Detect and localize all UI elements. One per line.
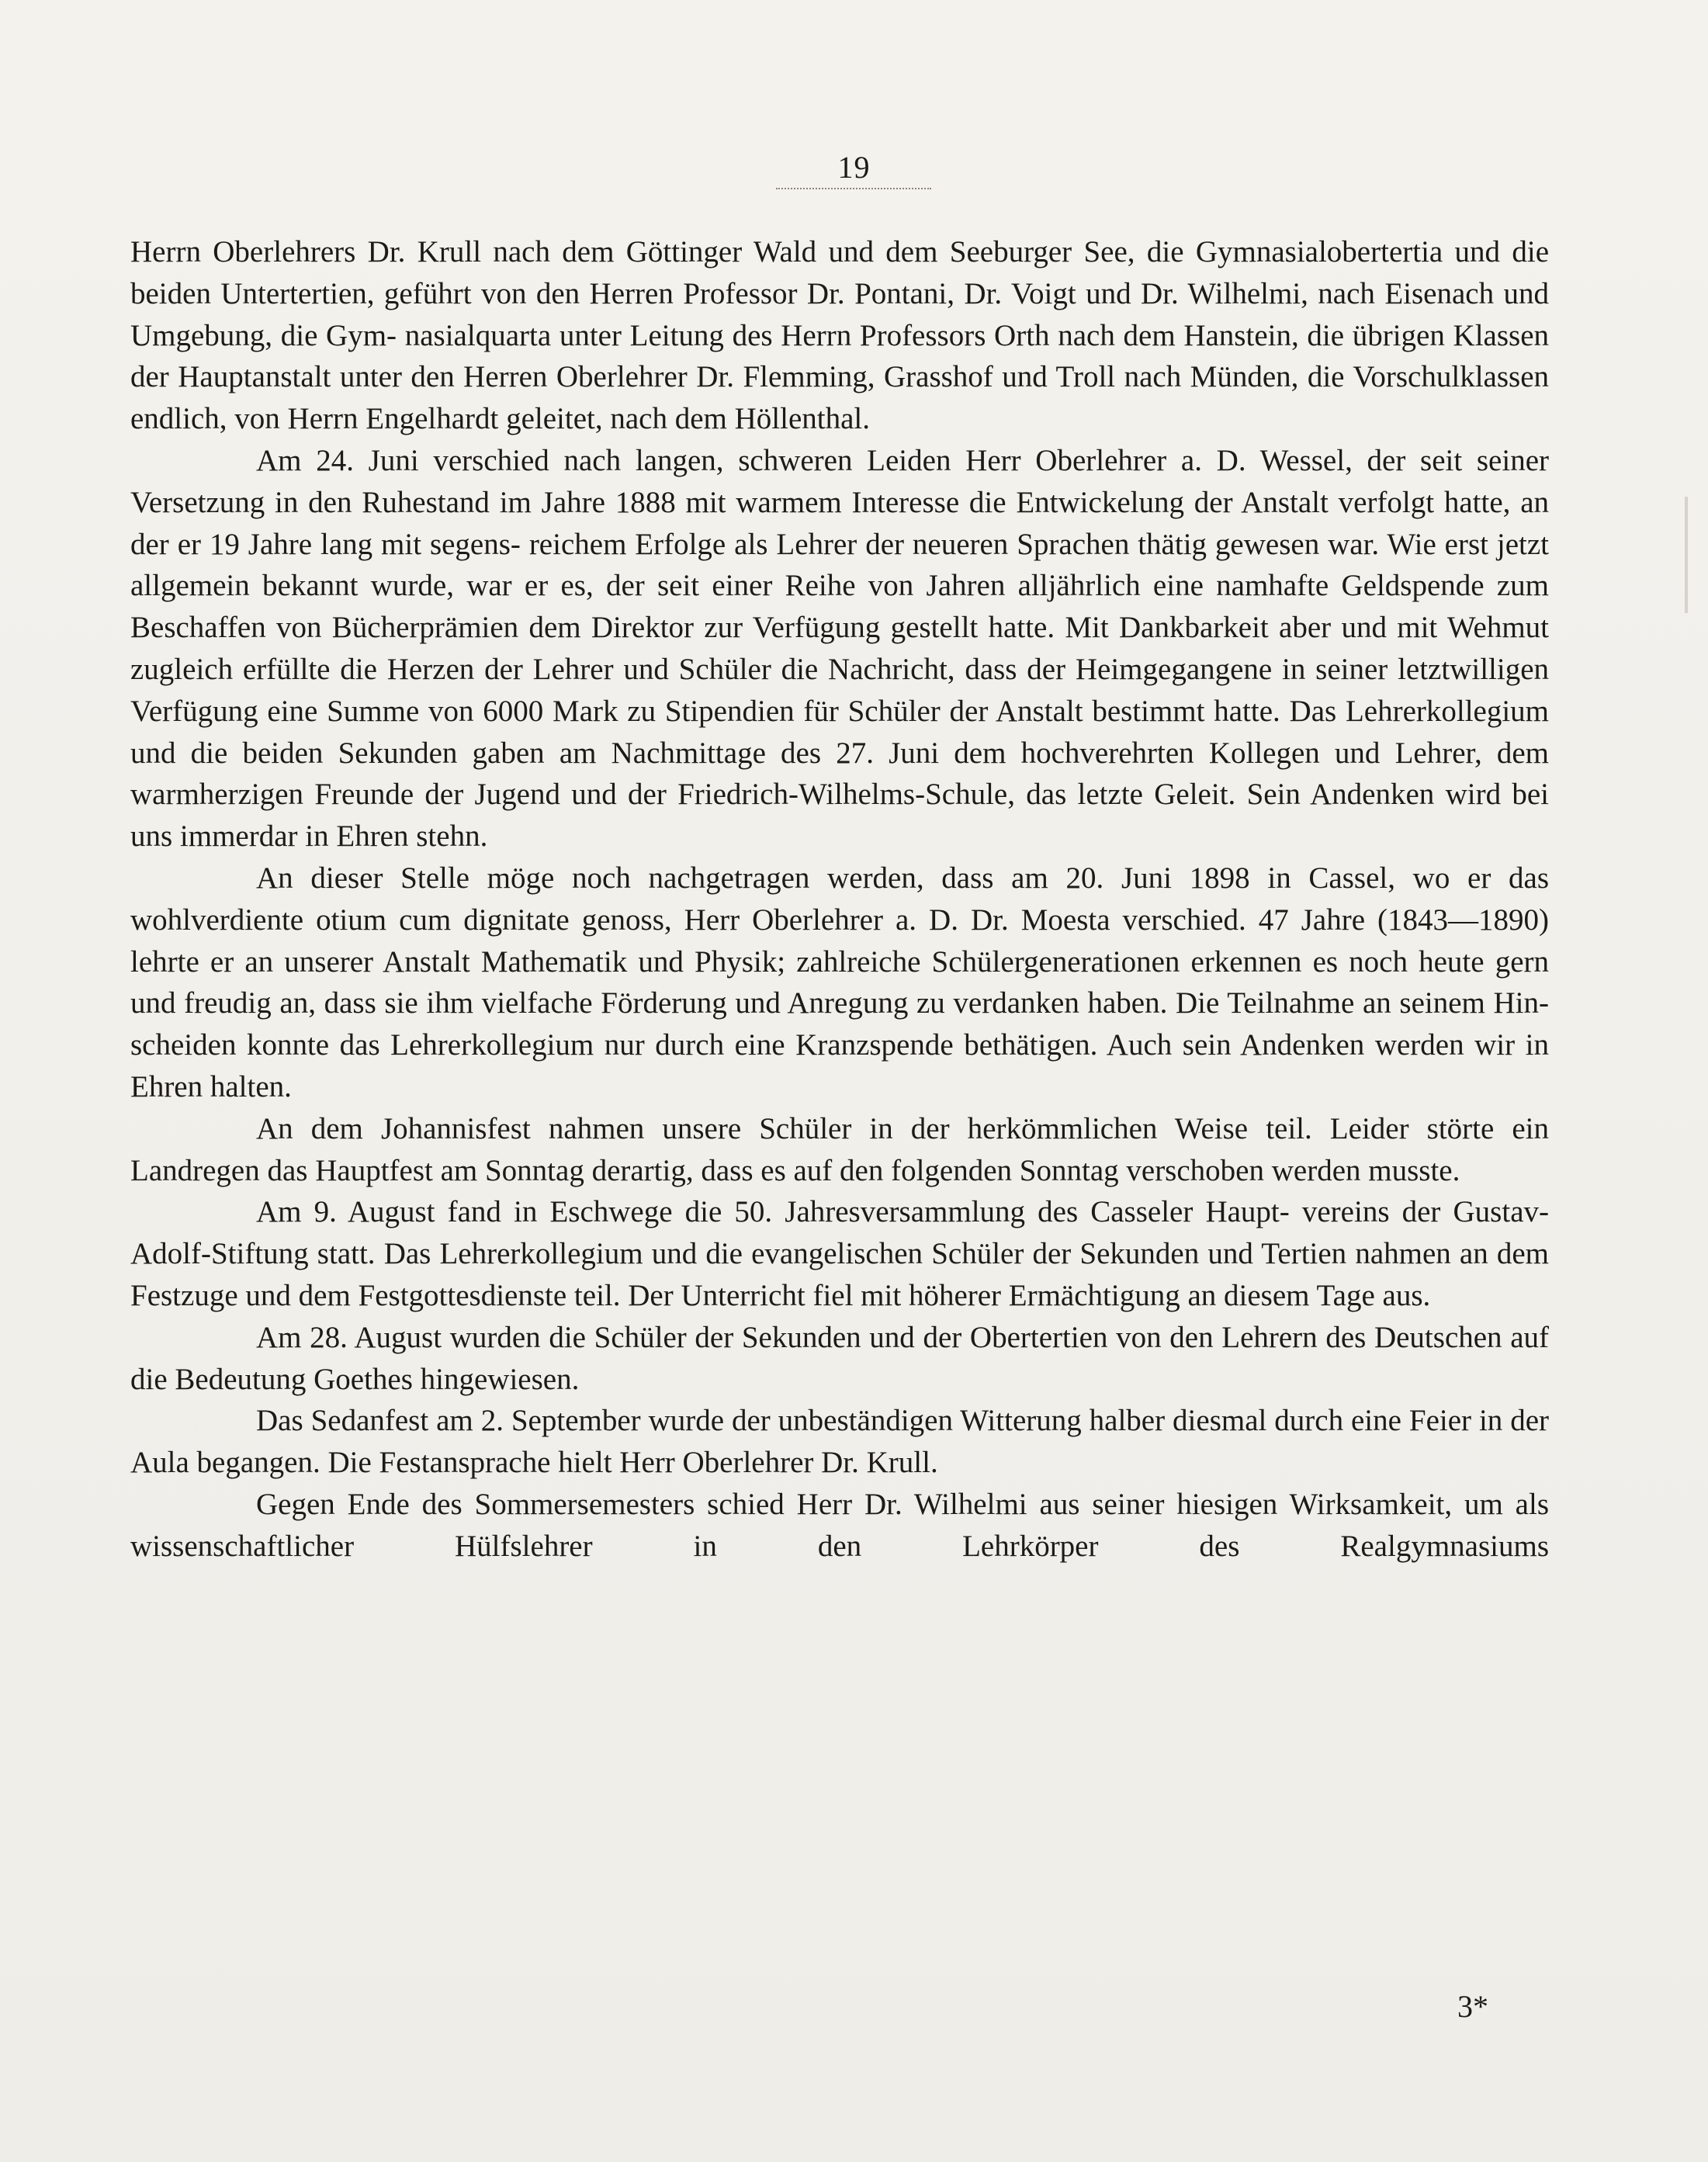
text-line: An dem Johannisfest nahmen unsere Schüler in der herkömmlichen Weise (256, 1111, 1249, 1145)
text-line: Gymnasialobertertia und die beiden Untertertien, geführt von den Herren Professor Dr. (130, 235, 1550, 310)
text-line: Schüler der Sekunden und Tertien nahmen an dem Festzuge und dem Festgottesdienste (130, 1237, 1550, 1312)
text-line: reichem Erfolge als Lehrer der neueren Sprachen thätig gewesen war. Wie erst jetzt allgemein (130, 527, 1549, 603)
text-line: Wirksamkeit, um als wissenschaftlicher Hülfslehrer in den Lehrkörper des Realgymnasiums (130, 1487, 1550, 1563)
paragraph (130, 1191, 1549, 1316)
text-line: Geldspende zum Beschaffen von Bücherprämien dem Direktor zur Verfügung gestellt (130, 569, 1549, 645)
text-line: Das Lehrerkollegium und die beiden Sekunden gaben am Nachmittage des 27. Juni dem (130, 694, 1550, 770)
text-line: Am 9. August fand in Eschwege die 50. Jahresversammlung des Casseler Haupt- (256, 1195, 1290, 1229)
text-line: nasialquarta unter Leitung des Herrn Professors Orth nach dem Hanstein, die übrigen (404, 318, 1445, 352)
text-line: scheiden konnte das Lehrerkollegium nur durch eine Kranzspende bethätigen. Auch sein (130, 1028, 1232, 1062)
text-line: teil. Leider störte ein Landregen das Hauptfest am Sonntag derartig, dass es auf den (130, 1111, 1550, 1187)
text-line: teil. Der Unterricht fiel mit höherer Ermächtigung an diesem Tage aus. (573, 1278, 1431, 1312)
text-line: Troll nach Münden, die Vorschulklassen endlich, von Herrn Engelhardt geleitet, (130, 360, 1550, 436)
body-text (130, 231, 1549, 1568)
text-line: und Schüler die Nachricht, dass der Heimgegangene in seiner letztwilligen Verfügung eine (130, 652, 1550, 728)
text-line: verschied. 47 Jahre (1843—1890) lehrte er an unserer Anstalt Mathematik und Physik; (130, 903, 1549, 979)
page-number-rule (776, 188, 931, 194)
paragraph (130, 440, 1549, 858)
text-line: Pontani, Dr. Voigt und Dr. Wilhelmi, nach Eisenach und Umgebung, die Gym- (130, 276, 1549, 352)
paragraph (130, 231, 1549, 440)
text-line: Am 24. Juni verschied nach langen, schweren Leiden Herr Oberlehrer a. D. (256, 443, 1246, 477)
text-line: Friedrich-Wilhelms-Schule, das letzte Geleit. Sein Andenken wird bei uns immerdar in (130, 778, 1549, 854)
text-line: Ehren stehn. (336, 819, 488, 854)
text-line: Summe von 6000 Mark zu Stipendien für Schüler der Anstalt bestimmt hatte. (327, 694, 1280, 728)
text-line: Lehrern des Deutschen auf die Bedeutung Goethes hingewiesen. (130, 1320, 1550, 1396)
text-line: bekannt wurde, war er es, der seit einer Reihe von Jahren alljährlich eine namhafte (262, 569, 1329, 603)
paragraph (130, 1400, 1549, 1484)
text-line: Andenken werden wir in Ehren halten. (130, 1028, 1549, 1104)
text-line: Klassen der Hauptanstalt unter den Herren Oberlehrer Dr. Flemming, Grasshof und (130, 318, 1550, 394)
text-line: nach dem Höllenthal. (610, 402, 871, 436)
text-line: vereins der Gustav-Adolf-Stiftung statt. Das Lehrerkollegium und die evangelischen (130, 1195, 1549, 1271)
text-line: diesmal durch eine Feier in der Aula begangen. Die Festansprache hielt Herr Oberlehrer (130, 1404, 1549, 1480)
text-line: Herrn Oberlehrers Dr. Krull nach dem Göttinger Wald und dem Seeburger See, die (130, 235, 1184, 269)
paragraph (130, 1484, 1549, 1568)
paragraph (130, 1317, 1549, 1401)
sheet-signature: 3* (1457, 1989, 1488, 2024)
page-number: 19 (837, 150, 871, 185)
text-line: hatte. Mit Dankbarkeit aber und mit Wehmut zugleich erfüllte die Herzen der Lehrer (130, 611, 1549, 686)
paragraph (130, 858, 1549, 1108)
text-line: Das Sedanfest am 2. September wurde der unbeständigen Witterung halber (256, 1404, 1166, 1438)
text-line: Interesse die Entwickelung der Anstalt verfolgt hatte, an der er 19 Jahre lang mit segens- (130, 485, 1550, 561)
text-line: folgenden Sonntag verschoben werden musste. (891, 1153, 1460, 1187)
text-line: vielfache Förderung und Anregung zu verdanken haben. Die Teilnahme an seinem Hin- (481, 986, 1549, 1020)
text-line: hochverehrten Kollegen und Lehrer, dem warmherzigen Freunde der Jugend und der (130, 736, 1550, 812)
text-line: wo er das wohlverdiente otium cum dignitate genoss, Herr Oberlehrer a. D. Dr. Moesta (130, 861, 1550, 937)
text-line: Am 28. August wurden die Schüler der Sekunden und der Obertertien von den (256, 1320, 1214, 1354)
text-line: Wessel, der seit seiner Versetzung in den Ruhestand im Jahre 1888 mit warmem (130, 443, 1550, 519)
text-line: Gegen Ende des Sommersemesters schied Herr Dr. Wilhelmi aus seiner hiesigen (256, 1487, 1278, 1521)
text-line: An dieser Stelle möge noch nachgetragen werden, dass am 20. Juni 1898 in Cassel, (256, 861, 1395, 895)
text-line: zahlreiche Schülergenerationen erkennen es noch heute gern und freudig an, dass sie ihm (130, 944, 1550, 1020)
paragraph (130, 1108, 1549, 1192)
text-line: Dr. Krull. (821, 1446, 938, 1480)
scan-edge-mark (1685, 497, 1688, 613)
